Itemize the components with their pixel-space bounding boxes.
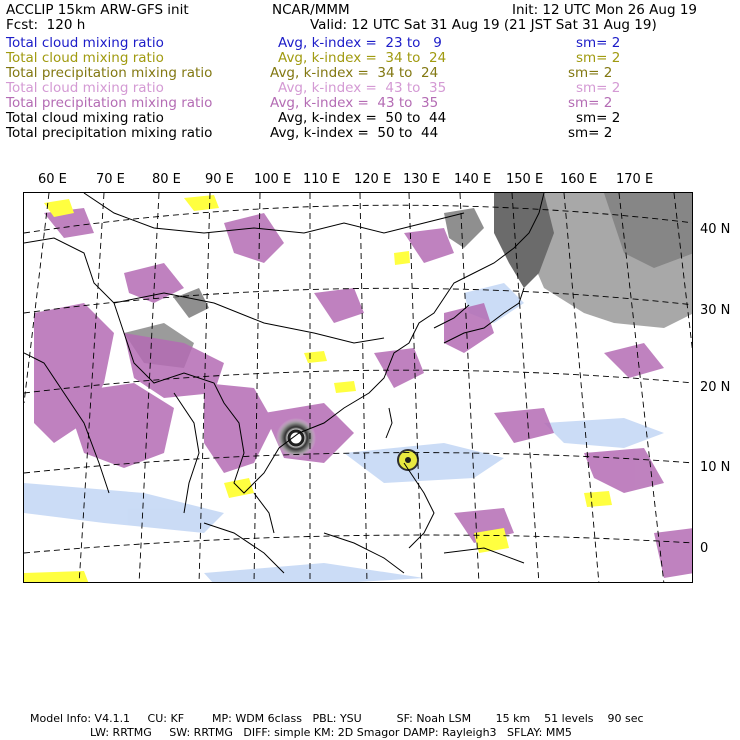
field-name: Total cloud mixing ratio xyxy=(6,50,164,66)
field-range: Avg, k-index = 43 to 35 xyxy=(270,95,439,111)
field-name: Total precipitation mixing ratio xyxy=(6,125,213,141)
field-name: Total cloud mixing ratio xyxy=(6,35,164,51)
field-range: Avg, k-index = 50 to 44 xyxy=(278,110,447,126)
field-name: Total precipitation mixing ratio xyxy=(6,65,213,81)
model-info-line1: Model Info: V4.1.1 CU: KF MP: WDM 6class PBL: YSU SF: Noah LSM 15 km 51 levels 90 sec xyxy=(30,712,644,725)
field-name: Total precipitation mixing ratio xyxy=(6,95,213,111)
field-smoothing: sm= 2 xyxy=(568,95,613,111)
field-name: Total cloud mixing ratio xyxy=(6,110,164,126)
lat-label: 10 N xyxy=(700,460,731,475)
field-range: Avg, k-index = 50 to 44 xyxy=(270,125,439,141)
organization-label: NCAR/MMM xyxy=(272,2,350,18)
field-name: Total cloud mixing ratio xyxy=(6,80,164,96)
valid-time: Valid: 12 UTC Sat 31 Aug 19 (21 JST Sat 31 Aug 19) xyxy=(310,17,657,33)
lon-label: 120 E xyxy=(354,172,392,187)
field-smoothing: sm= 2 xyxy=(568,65,613,81)
lon-label: 80 E xyxy=(152,172,181,187)
lon-label: 110 E xyxy=(303,172,341,187)
lon-label: 140 E xyxy=(454,172,492,187)
lon-label: 90 E xyxy=(205,172,234,187)
storm-core-icon xyxy=(405,457,411,463)
field-smoothing: sm= 2 xyxy=(576,110,621,126)
forecast-hour: Fcst: 120 h xyxy=(6,17,86,33)
lon-label: 60 E xyxy=(38,172,67,187)
lat-label: 0 xyxy=(700,541,709,556)
lon-label: 150 E xyxy=(506,172,544,187)
field-range: Avg, k-index = 34 to 24 xyxy=(278,50,447,66)
lon-label: 160 E xyxy=(560,172,598,187)
map-canvas xyxy=(24,193,693,583)
typhoon-core-icon xyxy=(289,431,303,445)
field-smoothing: sm= 2 xyxy=(568,125,613,141)
lon-label: 170 E xyxy=(616,172,654,187)
field-range: Avg, k-index = 23 to 9 xyxy=(278,35,442,51)
model-title: ACCLIP 15km ARW-GFS init xyxy=(6,2,189,18)
field-smoothing: sm= 2 xyxy=(576,50,621,66)
field-smoothing: sm= 2 xyxy=(576,80,621,96)
lat-label: 20 N xyxy=(700,380,731,395)
field-smoothing: sm= 2 xyxy=(576,35,621,51)
lon-label: 130 E xyxy=(403,172,441,187)
lat-label: 30 N xyxy=(700,303,731,318)
lat-label: 40 N xyxy=(700,222,731,237)
field-range: Avg, k-index = 34 to 24 xyxy=(270,65,439,81)
init-time: Init: 12 UTC Mon 26 Aug 19 xyxy=(512,2,697,18)
map-panel xyxy=(23,192,693,583)
lon-label: 70 E xyxy=(96,172,125,187)
field-range: Avg, k-index = 43 to 35 xyxy=(278,80,447,96)
lon-label: 100 E xyxy=(254,172,292,187)
model-info-line2: LW: RRTMG SW: RRTMG DIFF: simple KM: 2D Smagor DAMP: Rayleigh3 SFLAY: MM5 xyxy=(90,726,572,739)
deep-cloud-shading xyxy=(124,193,693,368)
